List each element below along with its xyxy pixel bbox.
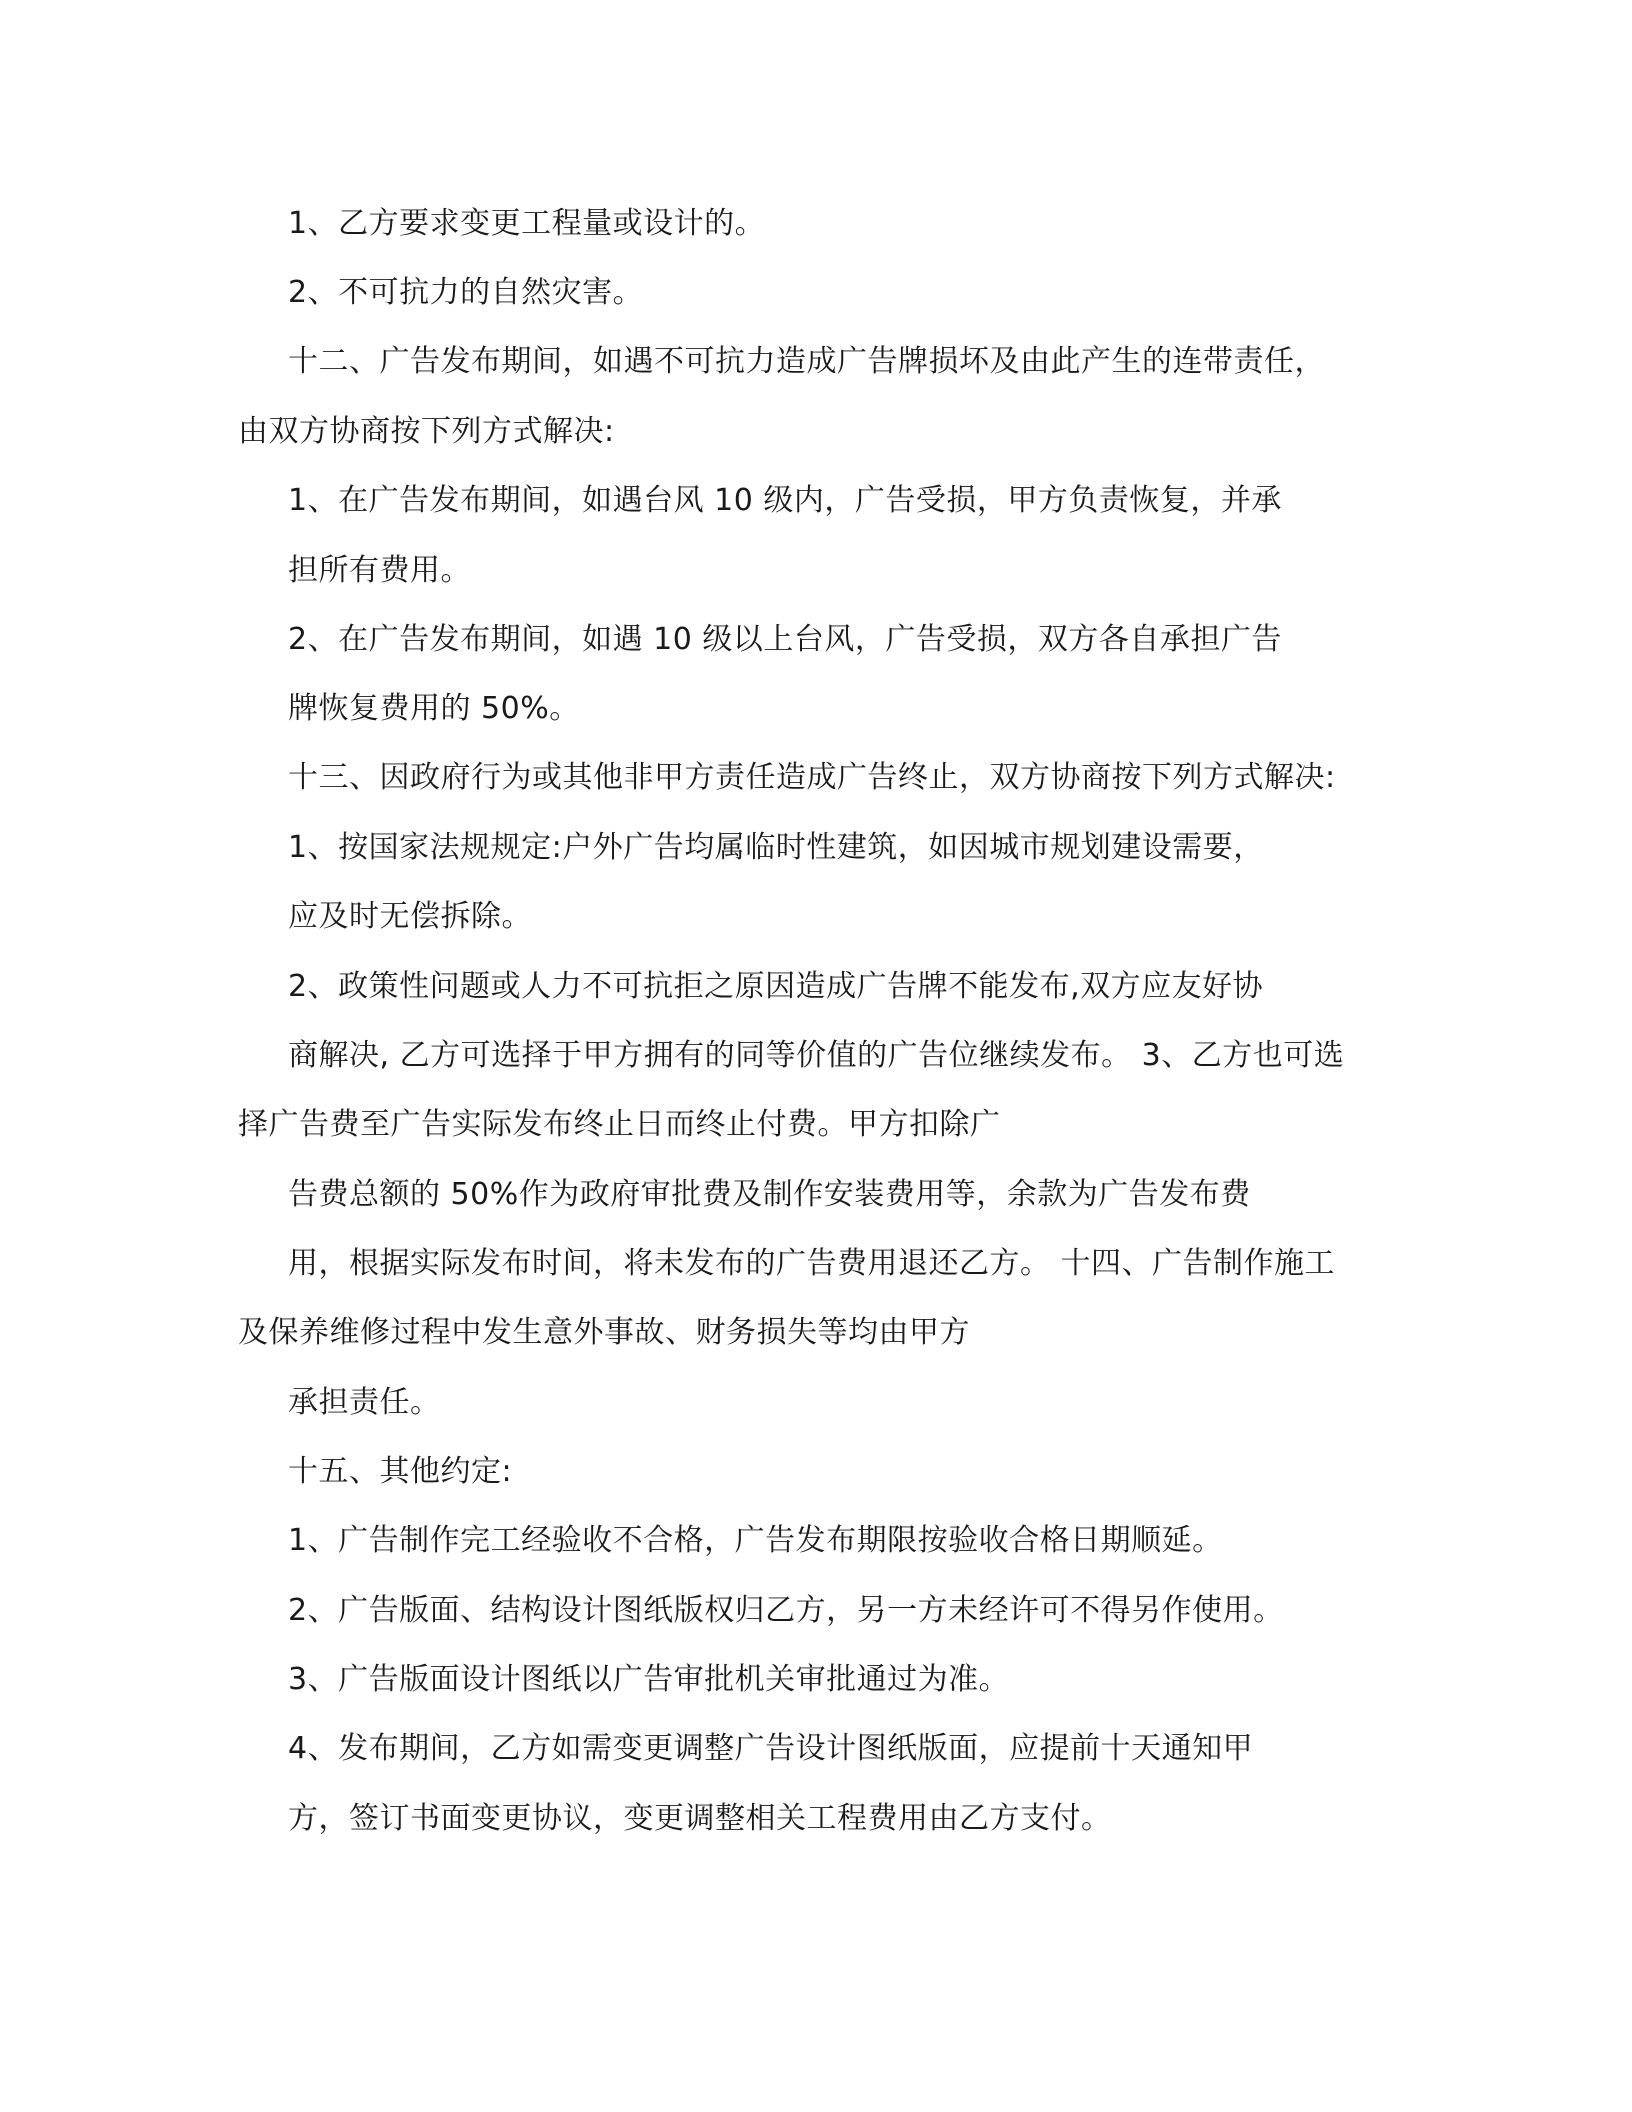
text-line: 2、广告版面、结构设计图纸版权归乙方，另一方未经许可不得另作使用。 bbox=[288, 1593, 1284, 1628]
text-line: 担所有费用。 bbox=[288, 553, 471, 588]
text-line: 牌恢复费用的 50%。 bbox=[288, 691, 580, 726]
text-line: 4、发布期间，乙方如需变更调整广告设计图纸版面，应提前十天通知甲 bbox=[288, 1731, 1254, 1766]
text-line: 1、按国家法规规定:户外广告均属临时性建筑，如因城市规划建设需要， bbox=[288, 830, 1264, 865]
text-line: 2、不可抗力的自然灾害。 bbox=[288, 275, 644, 310]
text-line: 及保养维修过程中发生意外事故、财务损失等均由甲方 bbox=[238, 1315, 970, 1350]
text-line: 十三、因政府行为或其他非甲方责任造成广告终止，双方协商按下列方式解决: bbox=[288, 760, 1336, 795]
text-line: 2、在广告发布期间，如遇 10 级以上台风，广告受损，双方各自承担广告 bbox=[288, 622, 1282, 657]
text-line: 十五、其他约定: bbox=[288, 1454, 513, 1489]
text-line: 1、乙方要求变更工程量或设计的。 bbox=[288, 206, 766, 241]
text-line: 1、广告制作完工经验收不合格，广告发布期限按验收合格日期顺延。 bbox=[288, 1523, 1223, 1558]
text-line: 1、在广告发布期间，如遇台风 10 级内，广告受损，甲方负责恢复，并承 bbox=[288, 483, 1282, 518]
text-line: 十二、广告发布期间，如遇不可抗力造成广告牌损坏及由此产生的连带责任， bbox=[288, 344, 1325, 379]
text-line: 2、政策性问题或人力不可抗拒之原因造成广告牌不能发布,双方应友好协 bbox=[288, 969, 1264, 1004]
text-line: 择广告费至广告实际发布终止日而终止付费。甲方扣除广 bbox=[238, 1107, 1001, 1142]
text-line: 3、广告版面设计图纸以广告审批机关审批通过为准。 bbox=[288, 1662, 1010, 1697]
text-line: 承担责任。 bbox=[288, 1385, 441, 1420]
text-line: 告费总额的 50%作为政府审批费及制作安装费用等，余款为广告发布费 bbox=[288, 1177, 1251, 1212]
text-line: 由双方协商按下列方式解决: bbox=[238, 414, 615, 449]
text-line: 用，根据实际发布时间，将未发布的广告费用退还乙方。 十四、广告制作施工 bbox=[288, 1246, 1336, 1281]
text-line: 商解决, 乙方可选择于甲方拥有的同等价值的广告位继续发布。 3、乙方也可选 bbox=[288, 1038, 1345, 1073]
text-line: 应及时无偿拆除。 bbox=[288, 899, 532, 934]
text-line: 方，签订书面变更协议，变更调整相关工程费用由乙方支付。 bbox=[288, 1801, 1112, 1836]
